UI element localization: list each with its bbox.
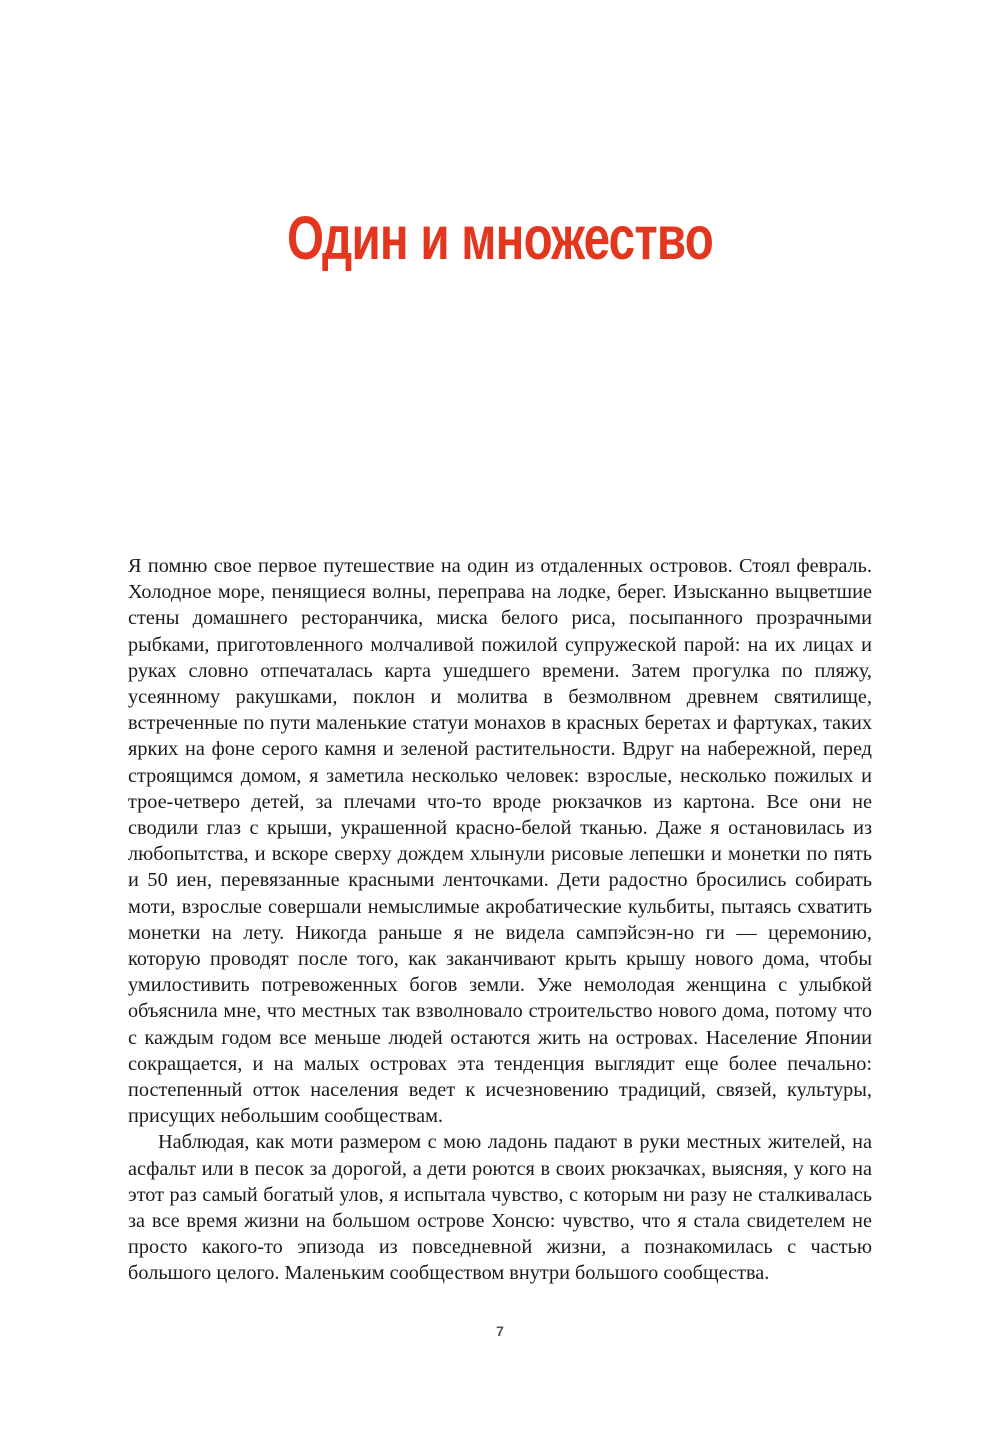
chapter-title: Один и множество: [286, 204, 713, 272]
chapter-body: [128, 553, 872, 1287]
page-number: 7: [496, 1323, 504, 1339]
paragraph-1: Я помню свое первое путешествие на один из отдаленных островов. Стоял февраль. Холодное море, пенящиеся волны, переправа на лодке, берег. Изысканно выцветшие стены домашнего ресторанчика, миска белого риса, посыпанного прозрачными рыбками, приготовленного молчаливой пожилой супружеской парой: на их лицах и руках словно отпечаталась карта ушедшего времени. Затем прогулка по пляжу, усеянному ракушками, поклон и молитва в безмолвном древнем святилище, встреченные по пути маленькие статуи монахов в красных беретах и фартуках, таких ярких на фоне серого камня и зеленой растительности. Вдруг на набережной, перед строящимся домом, я заметила несколько человек: взрослые, несколько пожилых и трое-четверо детей, за плечами что-то вроде рюкзачков из картона. Все они не сводили глаз с крыши, украшенной красно-белой тканью. Даже я остановилась из любопытства, и вскоре сверху дождем хлынули рисовые лепешки и монетки по пять и 50 иен, перевязанные красными ленточками. Дети радостно бросились собирать моти, взрослые совершали немыслимые акробатические кульбиты, пытаясь схватить монетки на лету. Никогда раньше я не видела сампэйсэн-но ги — церемонию, которую проводят после того, как заканчивают крыть крышу нового дома, чтобы умилостивить потревоженных богов земли. Уже немолодая женщина с улыбкой объяснила мне, что местных так взволновало строительство нового дома, потому что с каждым годом все меньше людей остаются жить на островах. Население Японии сокращается, и на малых островах эта тенденция выглядит еще более печально: постепенный отток населения ведет к исчезновению традиций, связей, культуры, присущих небольшим сообществам.: [128, 555, 872, 1128]
paragraph-2: Наблюдая, как моти размером с мою ладонь падают в руки местных жителей, на асфальт или в песок за дорогой, а дети роются в своих рюкзачках, выясняя, у кого на этот раз самый богатый улов, я испытала чувство, с которым ни разу не сталкивалась за все время жизни на большом острове Хонсю: чувство, что я стала свидетелем не просто какого-то эпизода из повседневной жизни, а познакомилась с частью большого целого. Маленьким сообществом внутри большого сообщества.: [128, 1131, 872, 1285]
